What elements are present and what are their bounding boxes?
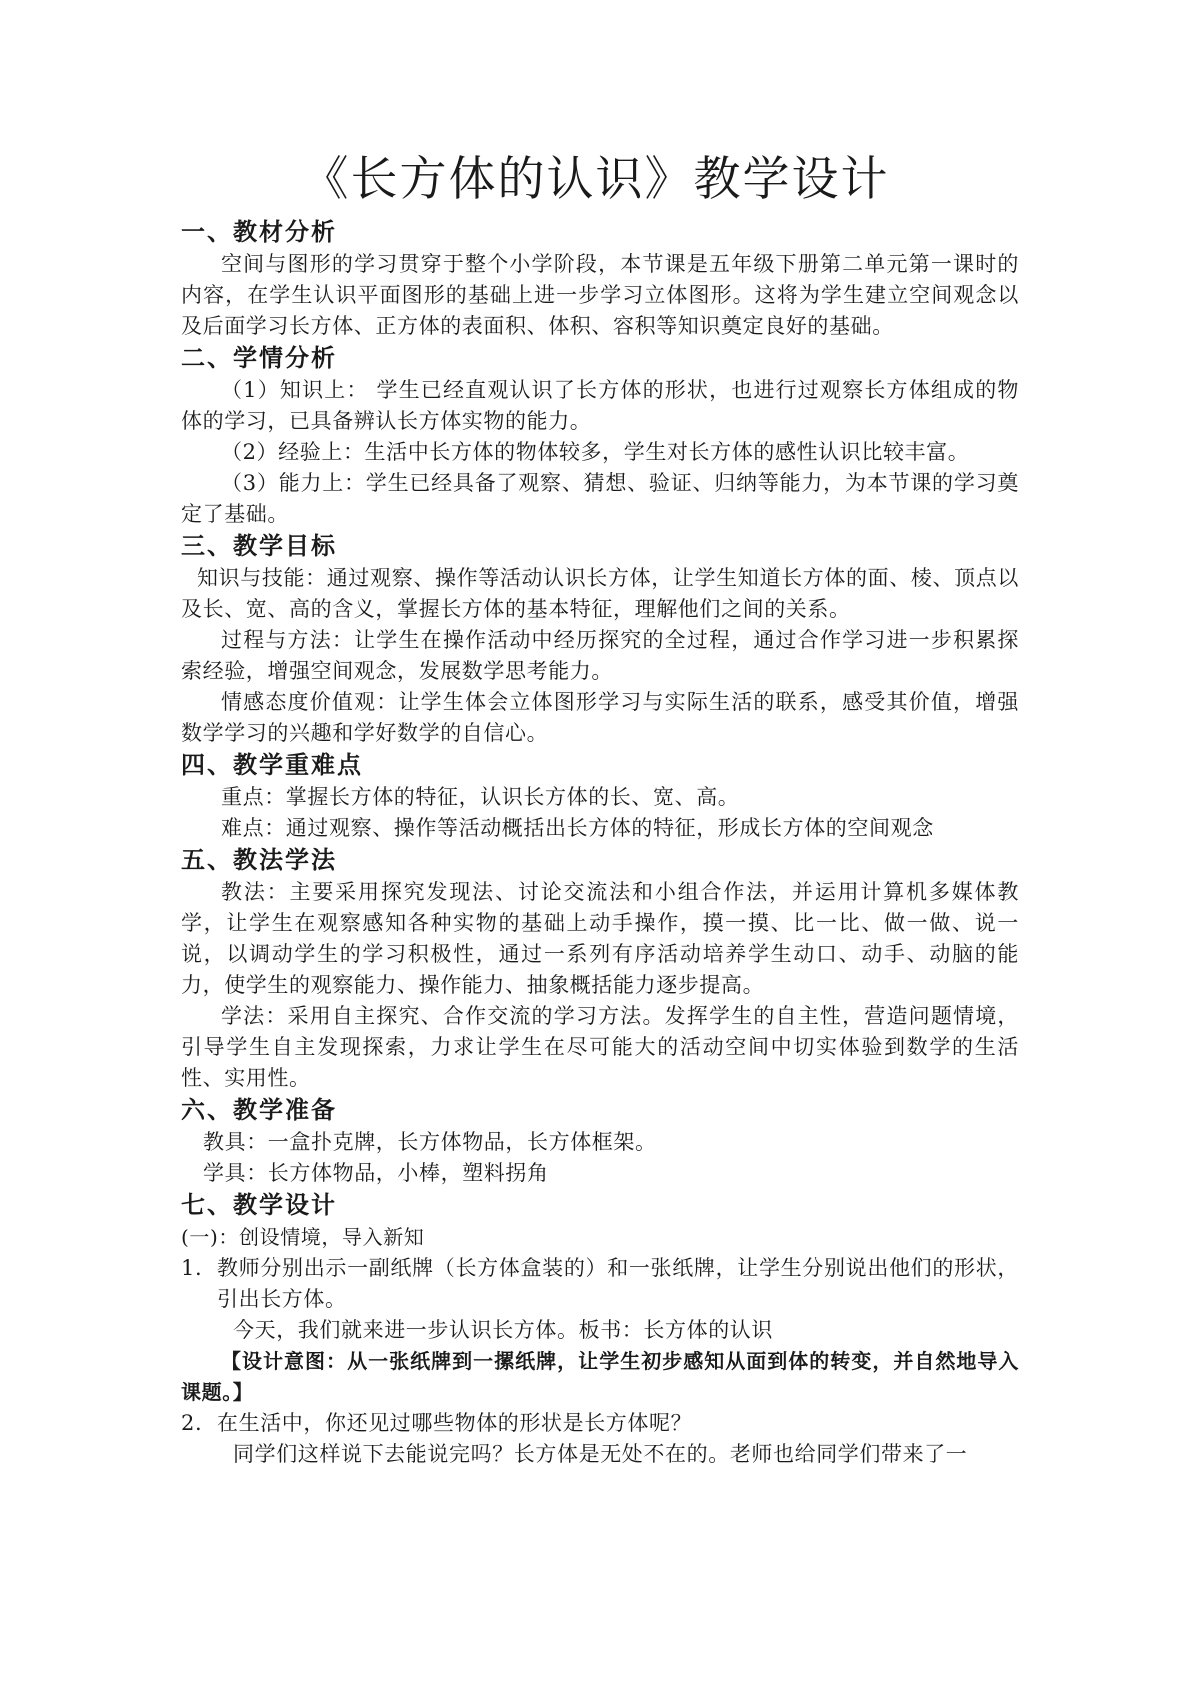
design-intent-note: 【设计意图：从一张纸牌到一摞纸牌，让学生初步感知从面到体的转变，并自然地导入课题。】 — [181, 1349, 1019, 1404]
paragraph: （1）知识上： 学生已经直观认识了长方体的形状，也进行过观察长方体组成的物体的学习，已具备辨认长方体实物的能力。 — [181, 378, 1019, 433]
paragraph: 知识与技能：通过观察、操作等活动认识长方体，让学生知道长方体的面、棱、顶点以及长、宽、高的含义，掌握长方体的基本特征，理解他们之间的关系。 — [181, 566, 1019, 621]
subsection-heading: (一)：创设情境，导入新知 — [181, 1225, 425, 1249]
paragraph: 空间与图形的学习贯穿于整个小学阶段，本节课是五年级下册第二单元第一课时的内容，在学生认识平面图形的基础上进一步学习立体图形。这将为学生建立空间观念以及后面学习长方体、正方体的表面积、体积、容积等知识奠定良好的基础。 — [181, 252, 1019, 338]
section-heading-1: 一、教材分析 — [181, 218, 337, 246]
document-title: 《长方体的认识》教学设计 — [301, 152, 890, 207]
paragraph: 同学们这样说下去能说完吗？长方体是无处不在的。老师也给同学们带来了一 — [233, 1442, 968, 1466]
paragraph: 情感态度价值观：让学生体会立体图形学习与实际生活的联系，感受其价值，增强数学学习的兴趣和学好数学的自信心。 — [181, 690, 1019, 745]
list-item — [181, 1408, 1019, 1439]
section-heading-3: 三、教学目标 — [181, 532, 337, 560]
list-item — [181, 1253, 1019, 1315]
paragraph: 重点：掌握长方体的特征，认识长方体的长、宽、高。 — [221, 785, 740, 809]
section-heading-2: 二、学情分析 — [181, 344, 337, 372]
paragraph: 教具：一盒扑克牌，长方体物品，长方体框架。 — [203, 1130, 657, 1154]
list-number: 1. — [181, 1256, 203, 1280]
section-heading-4: 四、教学重难点 — [181, 751, 363, 779]
paragraph: 学具：长方体物品，小棒，塑料拐角 — [203, 1161, 549, 1185]
paragraph: 难点：通过观察、操作等活动概括出长方体的特征，形成长方体的空间观念 — [221, 816, 934, 840]
paragraph: 过程与方法：让学生在操作活动中经历探究的全过程，通过合作学习进一步积累探索经验，增强空间观念，发展数学思考能力。 — [181, 628, 1019, 683]
paragraph: 今天，我们就来进一步认识长方体。板书：长方体的认识 — [233, 1318, 773, 1342]
paragraph: 学法：采用自主探究、合作交流的学习方法。发挥学生的自主性，营造问题情境，引导学生自主发现探索，力求让学生在尽可能大的活动空间中切实体验到数学的生活性、实用性。 — [181, 1004, 1019, 1090]
list-number: 2. — [181, 1411, 203, 1435]
list-item-text: 在生活中，你还见过哪些物体的形状是长方体呢？ — [217, 1411, 693, 1435]
paragraph: 教法：主要采用探究发现法、讨论交流法和小组合作法，并运用计算机多媒体教学，让学生在观察感知各种实物的基础上动手操作，摸一摸、比一比、做一做、说一说，以调动学生的学习积极性，通过一系列有序活动培养学生动口、动手、动脑的能力，使学生的观察能力、操作能力、抽象概括能力逐步提高。 — [181, 880, 1019, 997]
document-body — [181, 216, 1019, 1470]
paragraph: （3）能力上：学生已经具备了观察、猜想、验证、归纳等能力，为本节课的学习奠定了基础。 — [181, 471, 1019, 526]
list-item-text: 教师分别出示一副纸牌（长方体盒装的）和一张纸牌，让学生分别说出他们的形状，引出长方体。 — [217, 1256, 1019, 1311]
section-heading-7: 七、教学设计 — [181, 1191, 337, 1219]
paragraph: （2）经验上：生活中长方体的物体较多，学生对长方体的感性认识比较丰富。 — [221, 440, 970, 464]
section-heading-6: 六、教学准备 — [181, 1096, 337, 1124]
section-heading-5: 五、教法学法 — [181, 846, 337, 874]
